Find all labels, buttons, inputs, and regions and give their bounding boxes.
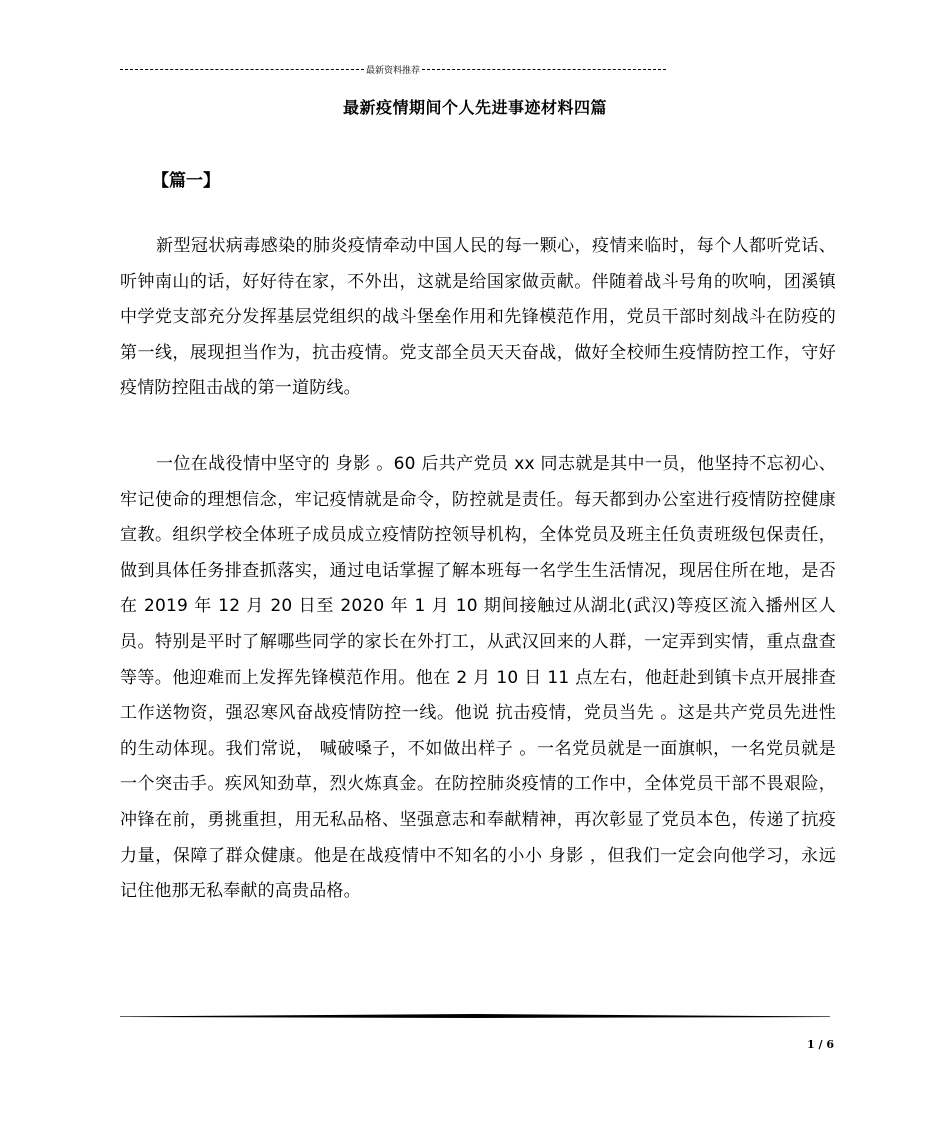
document-title: 最新疫情期间个人先进事迹材料四篇 bbox=[342, 98, 607, 117]
section-heading: 【篇一】 bbox=[152, 171, 220, 191]
header-dash-left bbox=[120, 69, 364, 70]
footer-divider bbox=[120, 1014, 830, 1018]
header-label: 最新资料推荐 bbox=[366, 65, 421, 76]
paragraph-1: 新型冠状病毒感染的肺炎疫情牵动中国人民的每一颗心，疫情来临时，每个人都听党话、听钟南山的话，好好待在家，不外出，这就是给国家做贡献。伴随着战斗号角的吹响，团溪镇中学党支部充分发挥基层党组织的战斗堡垒作用和先锋模范作用，党员干部时刻战斗在防疫的第一线，展现担当作为，抗击疫情。党支部全员天天奋战，做好全校师生疫情防控工作，守好疫情防控阻击战的第一道防线。 bbox=[120, 236, 836, 399]
paragraph-2: 一位在战役情中坚守的 身影 。60 后共产党员 xx 同志就是其中一员，他坚持不忘初心、牢记使命的理想信念，牢记疫情就是命令，防控就是责任。每天都到办公室进行疫情防控健康宣教。组织学校全体班子成员成立疫情防控领导机构，全体党员及班主任负责班级包保责任，做到具体任务排查抓落实，通过电话掌握了解本班每一名学生生活情况，现居住所在地，是否在 2019 年 12 月 20 日至 2020 年 1 月 10 期间接触过从湖北(武汉)等疫区流入播州区人员。特别是平时了解哪些同学的家长在外打工，从武汉回来的人群，一定弄到实情，重点盘查等等。他迎难而上发挥先锋模范作用。他在 2 月 10 日 11 点左右，他赶赴到镇卡点开展排查工作送物资，强忍寒风奋战疫情防控一线。他说 抗击疫情，党员当先 。这是共产党员先进性的生动体现。我们常说， 喊破嗓子，不如做出样子 。一名党员就是一面旗帜，一名党员就是一个突击手。疾风知劲草，烈火炼真金。在防控肺炎疫情的工作中，全体党员干部不畏艰险，冲锋在前，勇挑重担，用无私品格、坚强意志和奉献精神，再次彰显了党员本色，传递了抗疫力量，保障了群众健康。他是在战疫情中不知名的小小 身影 ，但我们一定会向他学习，永远记住他那无私奉献的高贵品格。 bbox=[120, 454, 836, 902]
header-dash-right bbox=[422, 69, 666, 70]
page-number: 1 / 6 bbox=[807, 1038, 834, 1051]
header-bar bbox=[120, 62, 666, 76]
